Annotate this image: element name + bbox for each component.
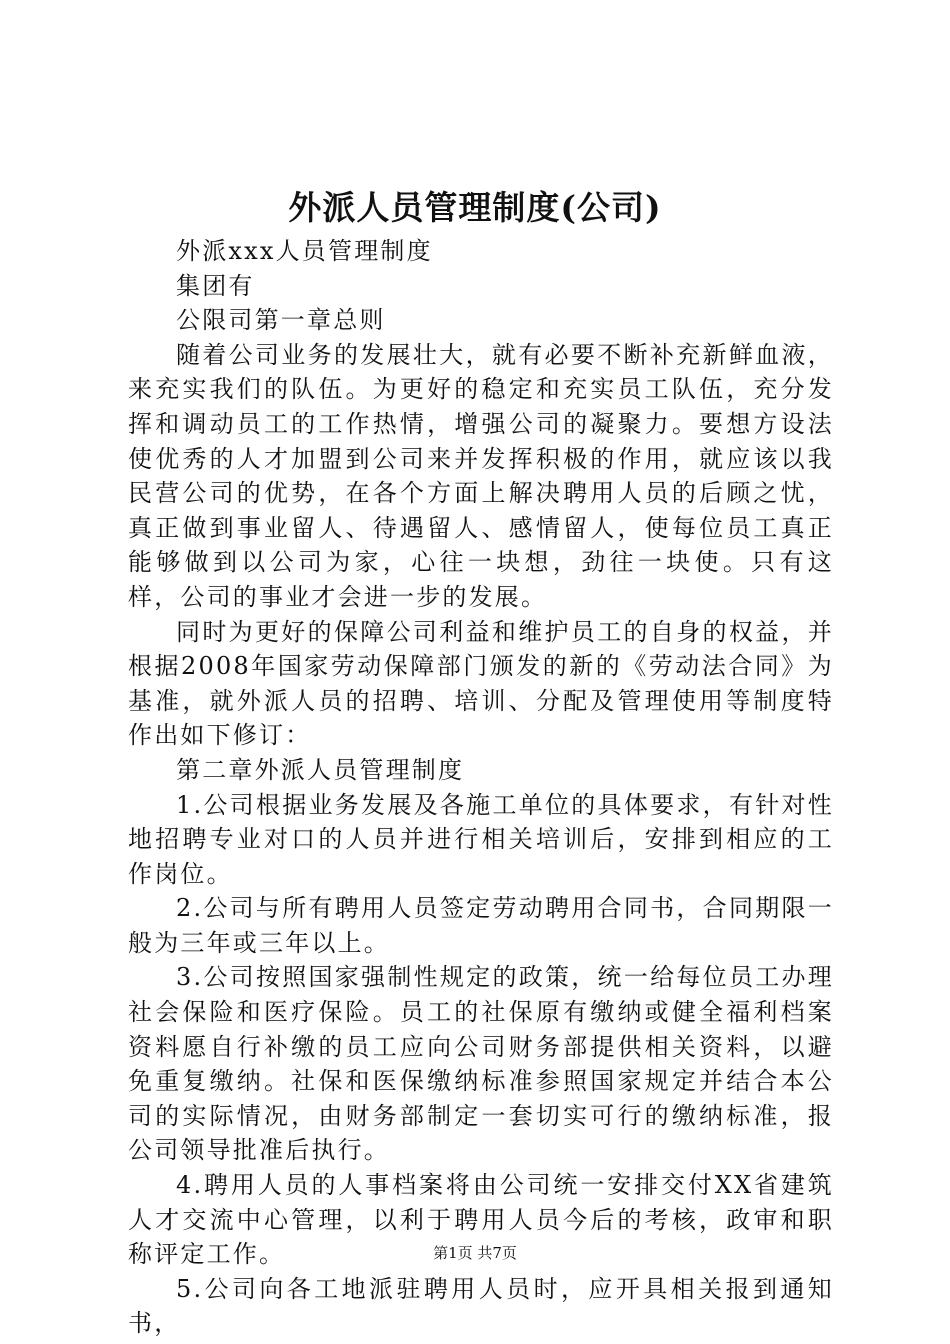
document-title: 外派人员管理制度(公司) xyxy=(288,188,662,227)
paragraph-item-3: 3.公司按照国家强制性规定的政策，统一给每位员工办理社会保险和医疗保险。员工的社保原有缴纳或健全福利档案资料愿自行补缴的员工应向公司财务部提供相关资料，以避免重复缴纳。社保和医保缴纳标准参照国家规定并结合本公司的实际情况，由财务部制定一套切实可行的缴纳标准，报公司领导批准后执行。 xyxy=(128,963,834,1165)
page-footer xyxy=(0,1243,950,1263)
paragraph-item-5: 5.公司向各工地派驻聘用人员时，应开具相关报到通知书， xyxy=(128,1274,834,1338)
paragraph-subtitle: 外派xxx人员管理制度 xyxy=(176,237,433,265)
paragraph-chapter-2-heading: 第二章外派人员管理制度 xyxy=(176,755,465,784)
document-body xyxy=(128,234,834,1341)
paragraph-item-2: 2.公司与所有聘用人员签定劳动聘用合同书，合同期限一般为三年或三年以上。 xyxy=(128,894,834,957)
paragraph-intro: 随着公司业务的发展壮大，就有必要不断补充新鲜血液，来充实我们的队伍。为更好的稳定和充实员工队伍，充分发挥和调动员工的工作热情，增强公司的凝聚力。要想方设法使优秀的人才加盟到公司来并发挥积极的作用，就应该以我民营公司的优势，在各个方面上解决聘用人员的后顾之忧，真正做到事业留人、待遇留人、感情留人，使每位员工真正能够做到以公司为家，心往一块想，劲往一块使。只有这样，公司的事业才会进一步的发展。 xyxy=(128,340,834,611)
paragraph-chapter-1-heading: 公限司第一章总则 xyxy=(176,306,386,335)
paragraph-basis: 同时为更好的保障公司利益和维护员工的自身的权益，并根据2008年国家劳动保障部门颁发的新的《劳动法合同》为基准，就外派人员的招聘、培训、分配及管理使用等制度特作出如下修订： xyxy=(128,617,834,750)
page-number: 第1页 xyxy=(433,1244,473,1262)
paragraph-item-4: 4.聘用人员的人事档案将由公司统一安排交付XX省建筑人才交流中心管理，以利于聘用人员今后的考核，政审和职称评定工作。 xyxy=(128,1171,834,1269)
paragraph-item-1: 1.公司根据业务发展及各施工单位的具体要求，有针对性地招聘专业对口的人员并进行相关培训后，安排到相应的工作岗位。 xyxy=(128,790,834,888)
page-total: 共7页 xyxy=(477,1244,517,1262)
paragraph-group: 集团有 xyxy=(176,271,255,300)
